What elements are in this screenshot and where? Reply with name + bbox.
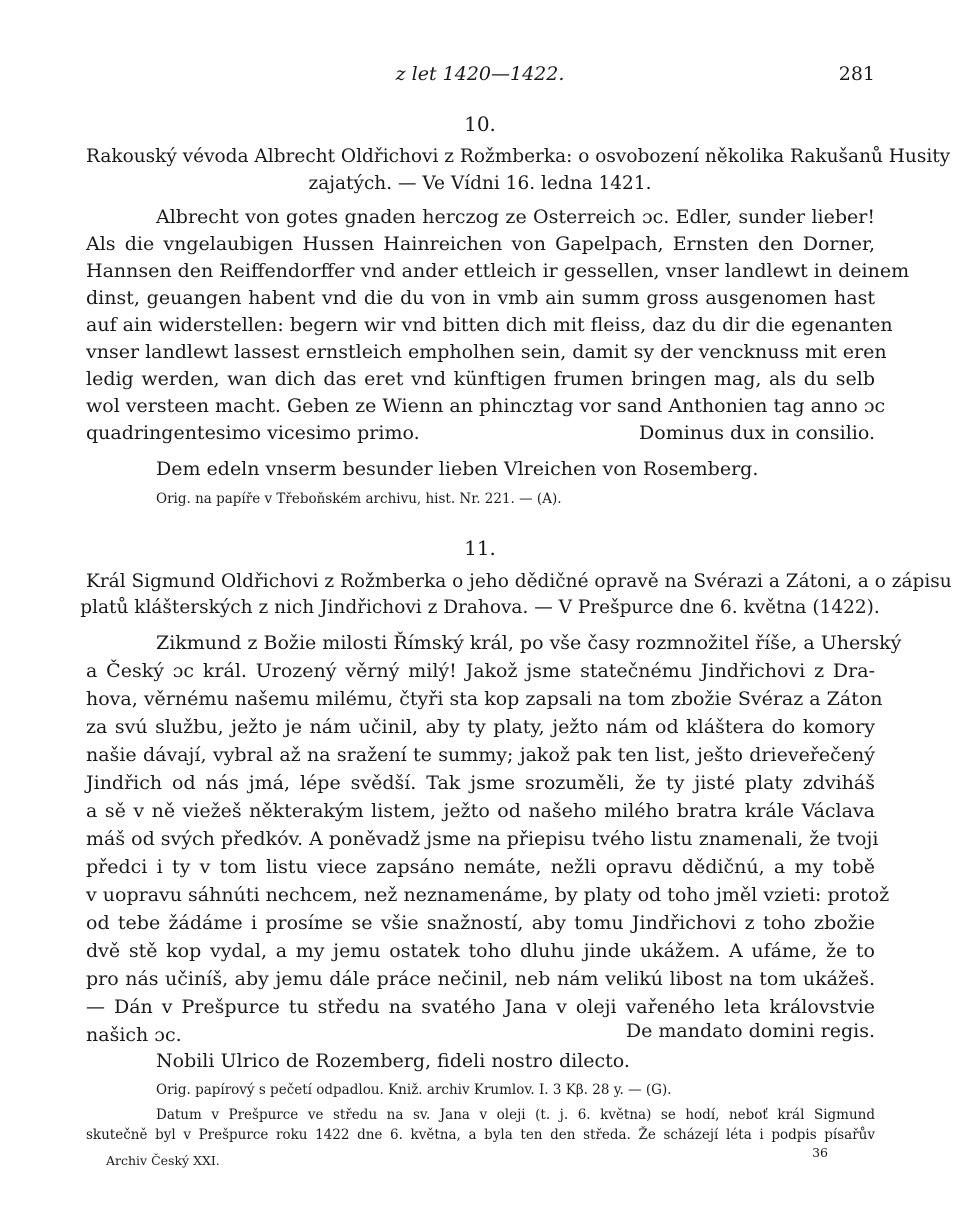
text-line: Albrecht von gotes gnaden herczog ze Osterreich ɔc. Edler, sunder lieber! <box>156 206 875 228</box>
text-line: — Dán v Prešpurce tu středu na svatého Jana v oleji vařeného leta královstvie <box>86 996 875 1018</box>
text-line: dinst, geuangen habent vnd die du von in vmb ain summ gross ausgenomen hast <box>86 287 875 309</box>
document-number: 10. <box>464 112 496 136</box>
text-line: quadringentesimo vicesimo primo. <box>86 422 420 444</box>
text-line: a Český ɔc král. Urozený věrný milý! Jakož jsme statečnému Jindřichovi z Dra- <box>86 660 875 682</box>
text-line: Jindřich od nás jmá, lépe svědší. Tak jsme srozuměli, že ty jisté platy zdviháš <box>86 772 875 794</box>
text-line: v uopravu sáhnúti nechcem, než neznamenáme, by platy od toho jměl vzieti: protož <box>86 884 890 906</box>
text-line: pro nás učiníš, aby jemu dále práce nečinil, neb nám velikú libost na tom ukážeš. <box>86 968 875 990</box>
text-line: ledig werden, wan dich das eret vnd künftigen frumen bringen mag, als du selb <box>86 368 875 390</box>
address-line: Dem edeln vnserm besunder lieben Vlreichen von Rosemberg. <box>156 458 759 480</box>
sheet-number: 36 <box>812 1145 828 1160</box>
document-heading: Král Sigmund Oldřichovi z Rožmberka o jeho dědičné opravě na Svérazi a Zátoni, a o zápisu <box>86 571 952 592</box>
text-line: máš od svých předkóv. A poněvadž jsme na přiepisu tvého listu znamenali, že tvoji <box>86 828 879 850</box>
text-line: našie dávají, vybral až na sražení te summy; jakož pak ten list, ješto drieveřečený <box>86 744 875 766</box>
source-note: Orig. na papíře v Třeboňském archivu, hist. Nr. 221. — (A). <box>156 491 562 507</box>
footnote-line: Datum v Prešpurce ve středu na sv. Jana v oleji (t. j. 6. května) se hodí, neboť král Sigmund <box>156 1107 875 1123</box>
text-line: od tebe žádáme i prosíme se všie snažností, aby tomu Jindřichovi z toho zbožie <box>86 912 875 934</box>
text-line: vnser landlewt lassest ernstleich empholhen sein, damit sy der vencknuss mit eren <box>86 341 887 363</box>
text-line: Hannsen den Reiffendorffer vnd ander ettleich ir gessellen, vnser landlewt in deinem <box>86 260 910 282</box>
running-header-title: z let 1420—1422. <box>395 63 565 85</box>
source-note: Orig. papírový s pečetí odpadlou. Kniž. archiv Krumlov. I. 3 Kβ. 28 y. — (G). <box>156 1082 672 1098</box>
address-line: Nobili Ulrico de Rozemberg, fideli nostro dilecto. <box>156 1050 630 1072</box>
page-number: 281 <box>838 63 875 85</box>
document-heading: Rakouský vévoda Albrecht Oldřichovi z Rožmberka: o osvobození několika Rakušanů Husity <box>86 146 951 167</box>
text-line: hova, věrnému našemu milému, čtyři sta kop zapsali na tom zbožie Svéraz a Záton <box>86 688 883 710</box>
text-line: za svú službu, ježto je nám učinil, aby ty platy, ježto nám od kláštera do komory <box>86 716 875 738</box>
text-line: a sě v ně viežeš některakým listem, ježto od našeho milého bratra krále Václava <box>86 800 875 822</box>
text-line: našich ɔc. <box>86 1024 182 1046</box>
text-line: Zikmund z Božie milosti Římský král, po vše časy rozmnožitel říše, a Uherský <box>156 632 902 654</box>
text-line: dvě stě kop vydal, a my jemu ostatek toho dluhu jinde ukážem. A ufáme, že to <box>86 940 875 962</box>
text-line: auf ain widerstellen: begern wir vnd bitten dich mit fleiss, daz du dir die egenanten <box>86 314 893 336</box>
mandate-note: De mandato domini regis. <box>625 1020 875 1042</box>
signature-mark: Archiv Český XXI. <box>106 1153 220 1168</box>
signature: Dominus dux in consilio. <box>639 422 875 444</box>
text-line: předci i ty v tom listu viece zapsáno nemáte, nežli opravu dědičnú, a my tobě <box>86 856 875 878</box>
footnote-line: skutečně byl v Prešpurce roku 1422 dne 6. května, a byla ten den středa. Že scházejí léta i podpis písařův <box>86 1127 875 1143</box>
text-line: Als die vngelaubigen Hussen Hainreichen von Gapelpach, Ernsten den Dorner, <box>86 233 875 255</box>
text-line: wol versteen macht. Geben ze Wienn an phincztag vor sand Anthonien tag anno ɔc <box>86 395 886 417</box>
document-heading: platů klášterských z nich Jindřichovi z Drahova. — V Prešpurce dne 6. května (1422). <box>80 597 880 618</box>
document-heading: zajatých. — Ve Vídni 16. ledna 1421. <box>308 173 652 194</box>
document-number: 11. <box>464 536 496 560</box>
